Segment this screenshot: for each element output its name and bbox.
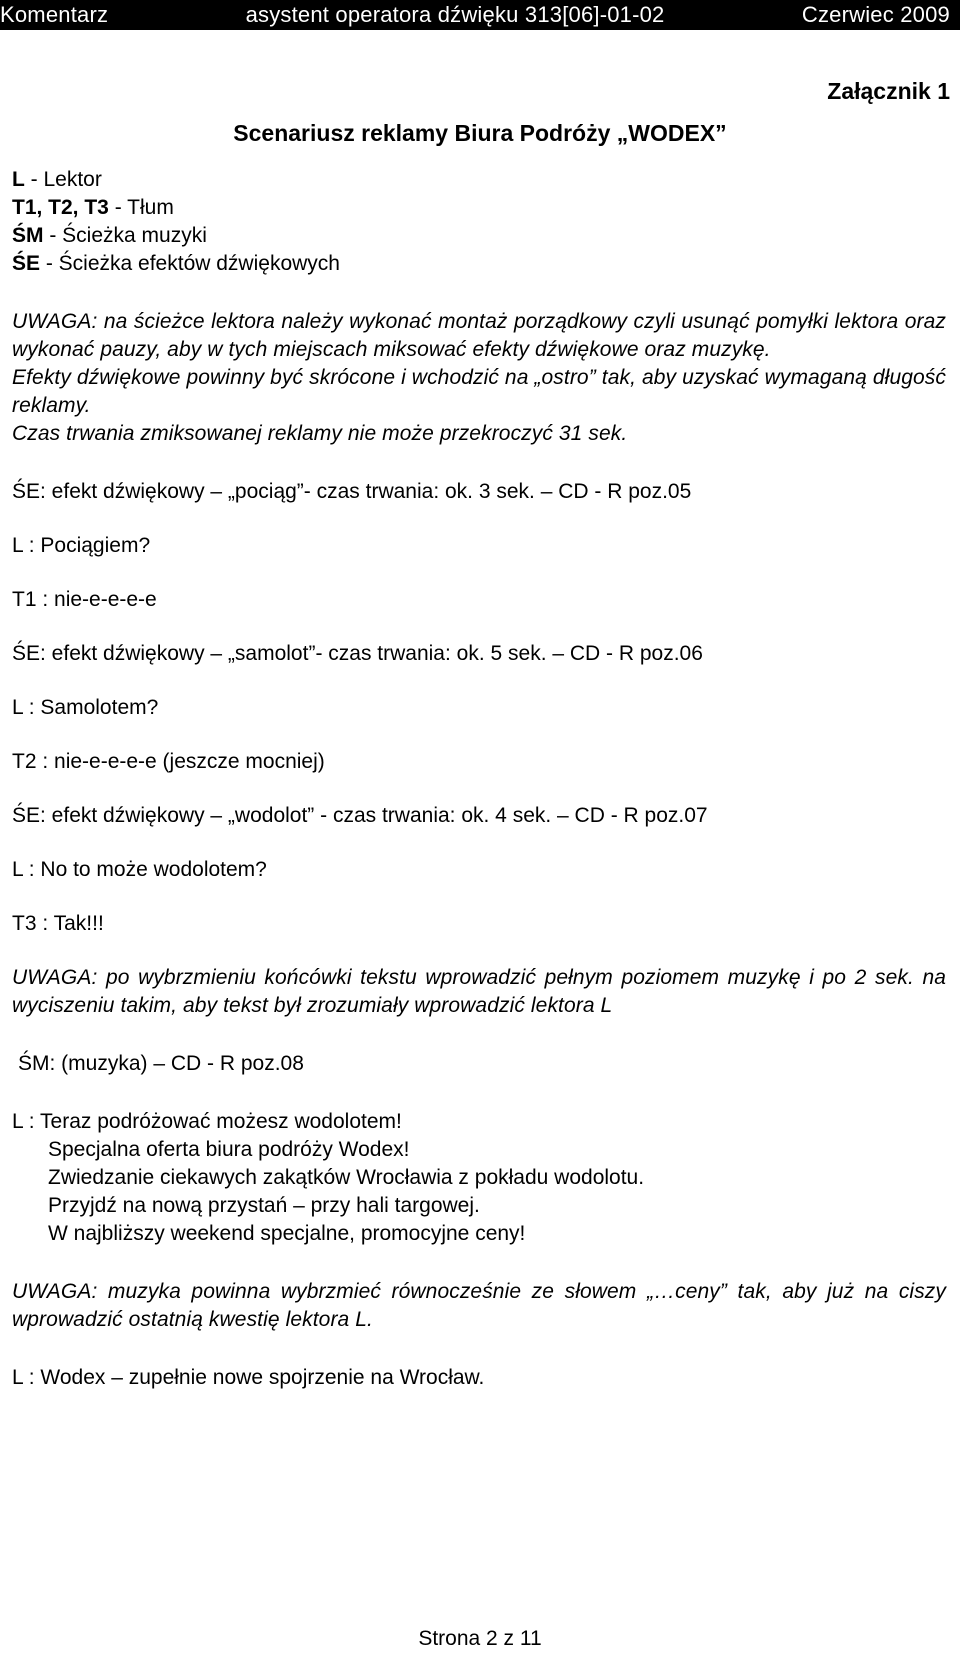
legend-item (12, 194, 946, 222)
effect-cue: ŚE: efekt dźwiękowy – „wodolot” - czas trwania: ok. 4 sek. – CD - R poz.07 (12, 804, 708, 827)
effect-cue: ŚE: efekt dźwiękowy – „samolot”- czas trwania: ok. 5 sek. – CD - R poz.06 (12, 642, 703, 665)
legend-code: T1, T2, T3 (12, 196, 109, 219)
note-editing (12, 308, 946, 448)
legend-desc: - Lektor (24, 168, 102, 191)
document-title: Scenariusz reklamy Biura Podróży „WODEX” (233, 120, 727, 146)
note-music-entry: UWAGA: po wybrzmieniu końcówki tekstu wprowadzić pełnym poziomem muzykę i po 2 sek. na wyciszeniu takim, aby tekst był zrozumiały wprowadzić lektora L (12, 966, 946, 1017)
legend-desc: - Tłum (108, 196, 174, 219)
note-paragraph: UWAGA: na ścieżce lektora należy wykonać montaż porządkowy czyli usunąć pomyłki lektora oraz wykonać pauzy, aby w tych miejscach miksować efekty dźwiękowe oraz muzykę. (12, 310, 946, 361)
lector-block (12, 1108, 946, 1248)
legend-code: L (12, 168, 25, 191)
note-paragraph: Efekty dźwiękowe powinny być skrócone i wchodzić na „ostro” tak, aby uzyskać wymaganą długość reklamy. (12, 366, 946, 417)
legend-code: ŚM (12, 224, 44, 247)
lector-line: Specjalna oferta biura podróży Wodex! (48, 1138, 410, 1161)
lector-line: L : Teraz podróżować możesz wodolotem! (12, 1110, 402, 1133)
legend-item (12, 222, 946, 250)
effect-cue: ŚE: efekt dźwiękowy – „pociąg”- czas trwania: ok. 3 sek. – CD - R poz.05 (12, 480, 692, 503)
legend-item (12, 166, 946, 194)
legend-code: ŚE (12, 252, 41, 275)
lector-line: Zwiedzanie ciekawych zakątków Wrocławia z pokładu wodolotu. (48, 1166, 645, 1189)
crowd-line: T2 : nie-e-e-e-e (jeszcze mocniej) (12, 750, 325, 773)
music-cue: ŚM: (muzyka) – CD - R poz.08 (18, 1052, 304, 1075)
legend-desc: - Ścieżka muzyki (43, 224, 207, 247)
page-header (0, 0, 960, 30)
script-sequence (12, 478, 946, 938)
note-music-end: UWAGA: muzyka powinna wybrzmieć równocześnie ze słowem „…ceny” tak, aby już na ciszy wprowadzić ostatnią kwestię lektora L. (12, 1280, 946, 1331)
page-number: Strona 2 z 11 (418, 1627, 542, 1650)
lector-line: Przyjdź na nową przystań – przy hali targowej. (48, 1194, 480, 1217)
lector-line: L : Samolotem? (12, 696, 159, 719)
legend (12, 166, 946, 278)
document-body (12, 166, 946, 1392)
lector-line: W najbliższy weekend specjalne, promocyjne ceny! (48, 1222, 526, 1245)
header-center-text: asystent operatora dźwięku 313[06]-01-02 (245, 2, 665, 27)
lector-final-line: L : Wodex – zupełnie nowe spojrzenie na Wrocław. (12, 1366, 485, 1389)
legend-desc: - Ścieżka efektów dźwiękowych (40, 252, 340, 275)
annex-label: Załącznik 1 (827, 78, 950, 104)
note-paragraph: Czas trwania zmiksowanej reklamy nie może przekroczyć 31 sek. (12, 422, 628, 445)
crowd-line: T3 : Tak!!! (12, 912, 104, 935)
lector-line: L : No to może wodolotem? (12, 858, 267, 881)
lector-line: L : Pociągiem? (12, 534, 151, 557)
legend-item (12, 250, 946, 278)
header-left-text: Komentarz (0, 2, 109, 27)
crowd-line: T1 : nie-e-e-e-e (12, 588, 157, 611)
header-right-text: Czerwiec 2009 (801, 2, 950, 27)
